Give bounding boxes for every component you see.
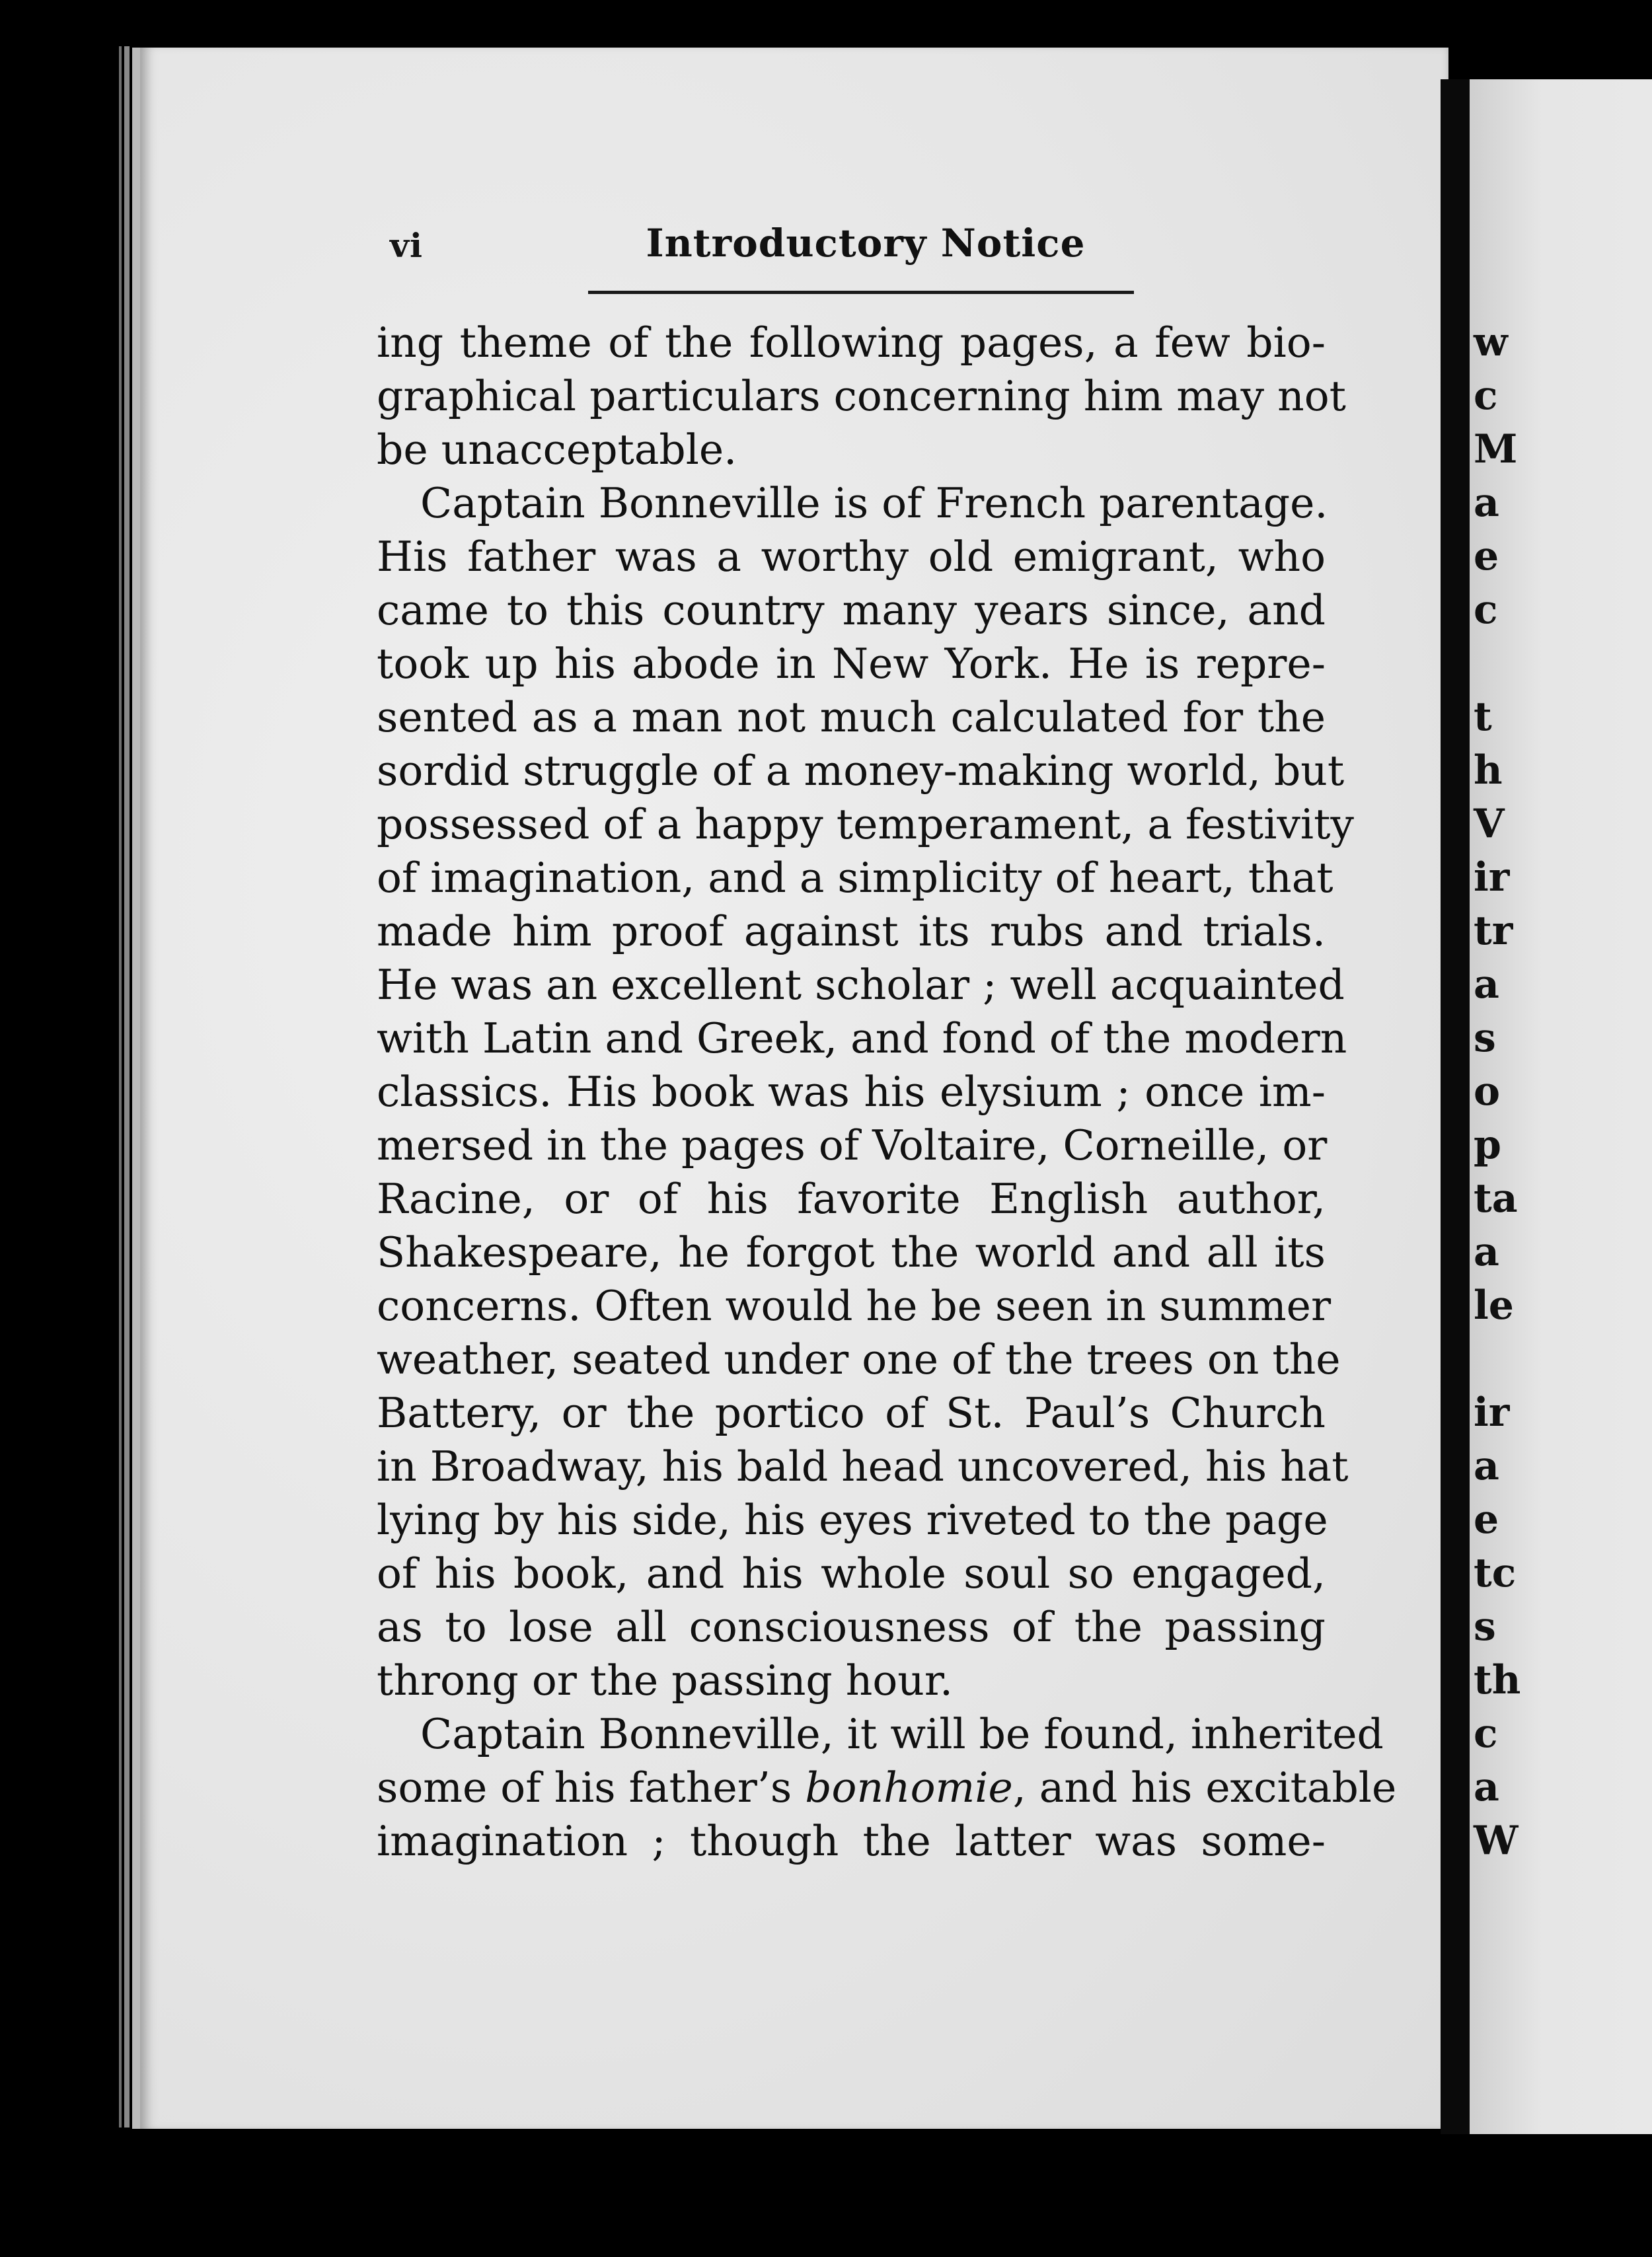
text-line bbox=[377, 1707, 1384, 1761]
page-number: vi bbox=[390, 226, 424, 265]
text-line: He was an excellent scholar ; well acquainted bbox=[377, 961, 1345, 1009]
text-line: of imagination, and a simplicity of heart, that bbox=[377, 854, 1333, 902]
text-line: came to this country many years since, and bbox=[377, 586, 1326, 634]
facing-page-fragment: ir bbox=[1474, 1389, 1510, 1436]
text-line: sented as a man not much calculated for the bbox=[377, 693, 1326, 741]
italic-word: bonhomie bbox=[805, 1763, 1013, 1812]
running-head bbox=[390, 221, 1335, 280]
text-line: weather, seated under one of the trees on the bbox=[377, 1335, 1341, 1384]
facing-page-text bbox=[1474, 316, 1521, 1868]
facing-page-fragment: th bbox=[1474, 1657, 1521, 1703]
facing-page-fragment: M bbox=[1474, 426, 1518, 472]
running-head-title: Introductory Notice bbox=[646, 221, 1086, 266]
facing-page-fragment: a bbox=[1474, 961, 1499, 1008]
text-line: ing theme of the following pages, a few bio- bbox=[377, 318, 1326, 367]
facing-page-fragment: p bbox=[1474, 1122, 1501, 1168]
facing-page-fragment: ir bbox=[1474, 854, 1510, 901]
text-line: be unacceptable. bbox=[377, 426, 737, 474]
text-line: Captain Bonneville is of French parentage. bbox=[420, 479, 1328, 527]
text-line bbox=[377, 1761, 1397, 1814]
text-line: of his book, and his whole soul so engaged, bbox=[377, 1549, 1326, 1598]
text-run: , and his excitable bbox=[1012, 1763, 1397, 1812]
body-text bbox=[377, 316, 1397, 1868]
text-line: possessed of a happy temperament, a festivity bbox=[377, 800, 1354, 848]
page-edge-outer bbox=[119, 46, 122, 2128]
facing-page-fragment: ta bbox=[1474, 1175, 1518, 1222]
facing-page-fragment: tc bbox=[1474, 1550, 1517, 1596]
facing-page-fragment bbox=[1474, 1333, 1513, 1386]
book-gutter bbox=[1441, 79, 1470, 2134]
facing-page-fragment: o bbox=[1474, 1068, 1501, 1115]
facing-page-fragment: s bbox=[1474, 1015, 1496, 1061]
text-line: His father was a worthy old emigrant, who bbox=[377, 533, 1326, 581]
text-line: concerns. Often would he be seen in summer bbox=[377, 1282, 1332, 1330]
facing-page-fragment: t bbox=[1474, 694, 1492, 740]
text-line: mersed in the pages of Voltaire, Corneille, or bbox=[377, 1121, 1328, 1169]
text-run: Captain Bonneville, it will be found, inherited bbox=[420, 1710, 1384, 1758]
facing-page-fragment: tr bbox=[1474, 908, 1513, 954]
paragraph-1 bbox=[377, 316, 1346, 476]
text-run: imagination ; though the latter was some- bbox=[377, 1817, 1326, 1865]
text-line: with Latin and Greek, and fond of the modern bbox=[377, 1014, 1347, 1062]
facing-page-fragment: V bbox=[1474, 801, 1505, 847]
facing-page-fragment: c bbox=[1474, 373, 1498, 419]
text-line: made him proof against its rubs and trials. bbox=[377, 907, 1326, 955]
facing-page-fragment: a bbox=[1474, 1764, 1499, 1810]
text-line: in Broadway, his bald head uncovered, his hat bbox=[377, 1442, 1349, 1491]
facing-page-fragment: c bbox=[1474, 1711, 1498, 1757]
facing-page-fragment: a bbox=[1474, 1229, 1499, 1275]
text-line: throng or the passing hour. bbox=[377, 1656, 954, 1705]
facing-page-fragment bbox=[1474, 637, 1513, 690]
facing-page-fragment: a bbox=[1474, 1443, 1499, 1489]
facing-page-fragment: w bbox=[1474, 319, 1508, 365]
text-line: Racine, or of his favorite English author, bbox=[377, 1175, 1326, 1223]
text-line: took up his abode in New York. He is repre- bbox=[377, 640, 1326, 688]
facing-page-fragment: h bbox=[1474, 747, 1503, 794]
paragraph-2 bbox=[377, 476, 1354, 1707]
facing-page-fragment: le bbox=[1474, 1282, 1514, 1329]
text-line: graphical particulars concerning him may not bbox=[377, 372, 1346, 420]
paragraph-3 bbox=[377, 1707, 1397, 1868]
text-line: lying by his side, his eyes riveted to the page bbox=[377, 1496, 1328, 1544]
text-line: Shakespeare, he forgot the world and all its bbox=[377, 1228, 1326, 1276]
facing-page-fragment: a bbox=[1474, 480, 1499, 526]
facing-page-fragment: W bbox=[1474, 1818, 1519, 1864]
text-run: some of his father’s bbox=[377, 1763, 806, 1812]
facing-page-fragment: c bbox=[1474, 587, 1498, 633]
text-line: classics. His book was his elysium ; once im- bbox=[377, 1068, 1326, 1116]
text-line: sordid struggle of a money-making world, but bbox=[377, 747, 1345, 795]
page-edge bbox=[124, 46, 130, 2128]
facing-page-fragment: s bbox=[1474, 1604, 1496, 1650]
text-line: Battery, or the portico of St. Paul’s Church bbox=[377, 1389, 1326, 1437]
facing-page-fragment: e bbox=[1474, 533, 1499, 579]
head-rule bbox=[588, 291, 1134, 294]
facing-page-fragment: e bbox=[1474, 1497, 1499, 1543]
text-line: as to lose all consciousness of the passing bbox=[377, 1603, 1326, 1651]
text-line bbox=[377, 1814, 1326, 1868]
